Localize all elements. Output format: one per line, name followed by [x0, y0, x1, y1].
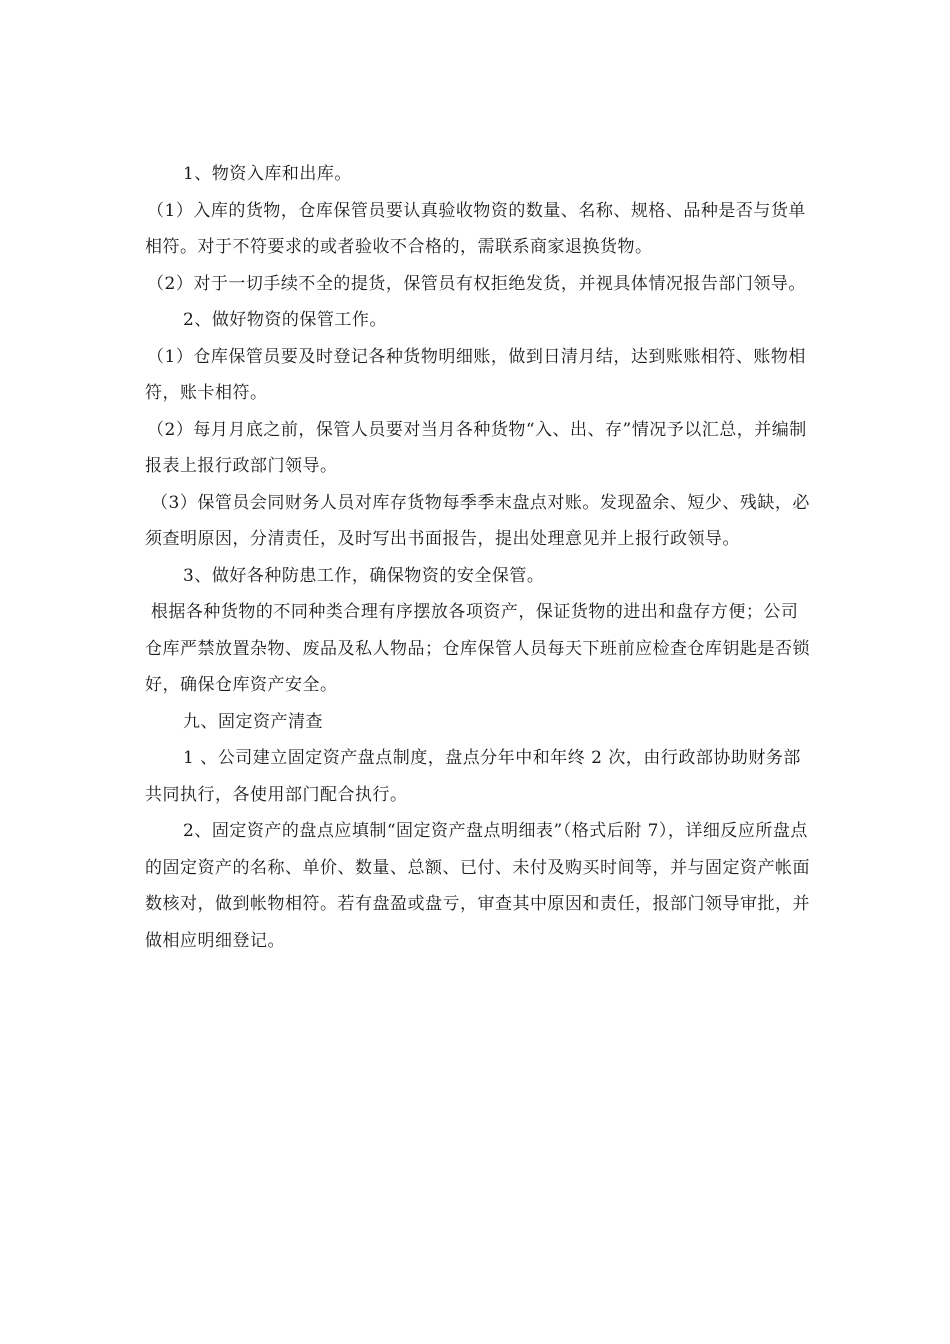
- paragraph-quarterly-stocktake: （3）保管员会同财务人员对库存货物每季季末盘点对账。发现盈余、短少、残缺，必须查明原因，分清责任，及时写出书面报告，提出处理意见并上报行政领导。: [145, 492, 810, 549]
- paragraph-monthly-summary: （2）每月月底之前，保管人员要对当月各种货物“入、出、存”情况予以汇总，并编制报表上报行政部门领导。: [145, 419, 807, 476]
- paragraph-refuse-delivery: （2）对于一切手续不全的提货，保管员有权拒绝发货，并视具体情况报告部门领导。: [147, 273, 806, 294]
- document-body: [145, 156, 810, 959]
- paragraph-inbound-check: （1）入库的货物，仓库保管员要认真验收物资的数量、名称、规格、品种是否与货单相符。对于不符要求的或者验收不合格的，需联系商家退换货物。: [145, 200, 806, 257]
- section-heading-safety: 3、做好各种防患工作，确保物资的安全保管。: [183, 565, 545, 586]
- section-heading-fixed-assets: 九、固定资产清查: [183, 711, 323, 732]
- paragraph-asset-count-form: 2、固定资产的盘点应填制“固定资产盘点明细表”（格式后附 7），详细反应所盘点的固定资产的名称、单价、数量、总额、已付、未付及购买时间等，并与固定资产帐面数核对，做到帐物相符。若有盘盈或盘亏，审查其中原因和责任，报部门领导审批，并做相应明细登记。: [145, 821, 810, 951]
- paragraph-asset-count-system: 1 、公司建立固定资产盘点制度，盘点分年中和年终 2 次，由行政部协助财务部共同执行，各使用部门配合执行。: [145, 748, 801, 805]
- section-heading-inbound-outbound: 1、物资入库和出库。: [183, 164, 352, 184]
- section-heading-storage-work: 2、做好物资的保管工作。: [183, 310, 387, 330]
- paragraph-ledger: （1）仓库保管员要及时登记各种货物明细账，做到日清月结，达到账账相符、账物相符，账卡相符。: [145, 346, 806, 403]
- paragraph-storage-rules: 根据各种货物的不同种类合理有序摆放各项资产，保证货物的进出和盘存方便；公司仓库严禁放置杂物、废品及私人物品；仓库保管人员每天下班前应检查仓库钥匙是否锁好，确保仓库资产安全。: [145, 602, 810, 695]
